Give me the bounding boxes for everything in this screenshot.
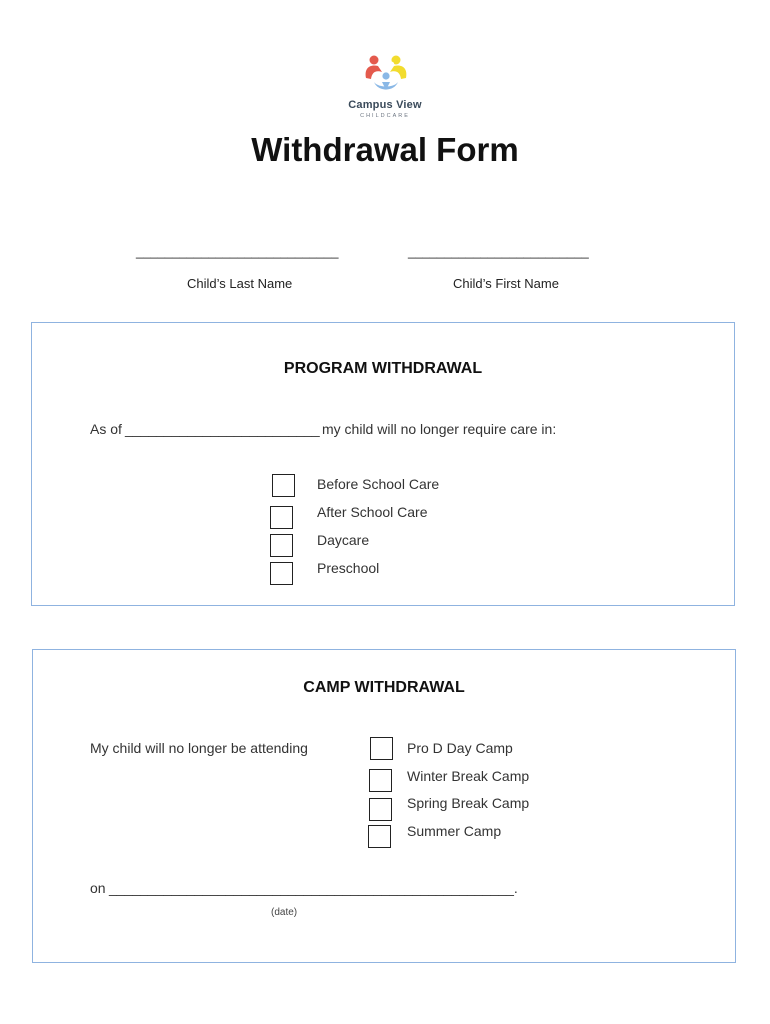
first-name-label: Child’s First Name bbox=[453, 276, 559, 291]
last-name-field[interactable]: ____________________________ bbox=[136, 244, 339, 259]
winter-break-camp-checkbox[interactable] bbox=[369, 769, 392, 792]
preschool-label: Preschool bbox=[317, 560, 380, 576]
attending-text: My child will no longer be attending bbox=[90, 740, 308, 756]
daycare-label: Daycare bbox=[317, 532, 370, 548]
camp-withdrawal-panel bbox=[32, 649, 736, 963]
page-title: Withdrawal Form bbox=[251, 131, 519, 168]
as-of-prefix: As of bbox=[90, 421, 122, 437]
preschool-checkbox[interactable] bbox=[270, 562, 293, 585]
last-name-label: Child’s Last Name bbox=[187, 276, 293, 291]
after-school-care-checkbox[interactable] bbox=[270, 506, 293, 529]
spring-break-camp-label: Spring Break Camp bbox=[407, 795, 530, 811]
before-school-care-label: Before School Care bbox=[317, 476, 440, 492]
date-hint: (date) bbox=[271, 907, 298, 918]
daycare-checkbox[interactable] bbox=[270, 534, 293, 557]
spring-break-camp-checkbox[interactable] bbox=[369, 798, 392, 821]
camp-withdrawal-heading: CAMP WITHDRAWAL bbox=[303, 679, 465, 696]
brand-subtitle: CHILDCARE bbox=[360, 113, 410, 119]
pro-d-day-camp-label: Pro D Day Camp bbox=[407, 740, 513, 756]
on-prefix: on bbox=[90, 880, 106, 896]
after-school-care-label: After School Care bbox=[317, 504, 428, 520]
program-withdrawal-panel bbox=[31, 322, 735, 606]
before-school-care-checkbox[interactable] bbox=[272, 474, 295, 497]
brand-name: Campus View bbox=[348, 99, 422, 111]
pro-d-day-camp-checkbox[interactable] bbox=[370, 737, 393, 760]
summer-camp-label: Summer Camp bbox=[407, 823, 502, 839]
program-withdrawal-heading: PROGRAM WITHDRAWAL bbox=[283, 360, 483, 377]
as-of-date-field[interactable]: _________________________ bbox=[125, 421, 320, 437]
as-of-suffix: my child will no longer require care in: bbox=[322, 421, 557, 437]
campus-view-logo bbox=[360, 52, 412, 96]
first-name-field[interactable]: _________________________ bbox=[408, 244, 589, 259]
camp-date-field[interactable]: ____________________________________________________. bbox=[109, 880, 518, 896]
summer-camp-checkbox[interactable] bbox=[368, 825, 391, 848]
winter-break-camp-label: Winter Break Camp bbox=[407, 768, 530, 784]
